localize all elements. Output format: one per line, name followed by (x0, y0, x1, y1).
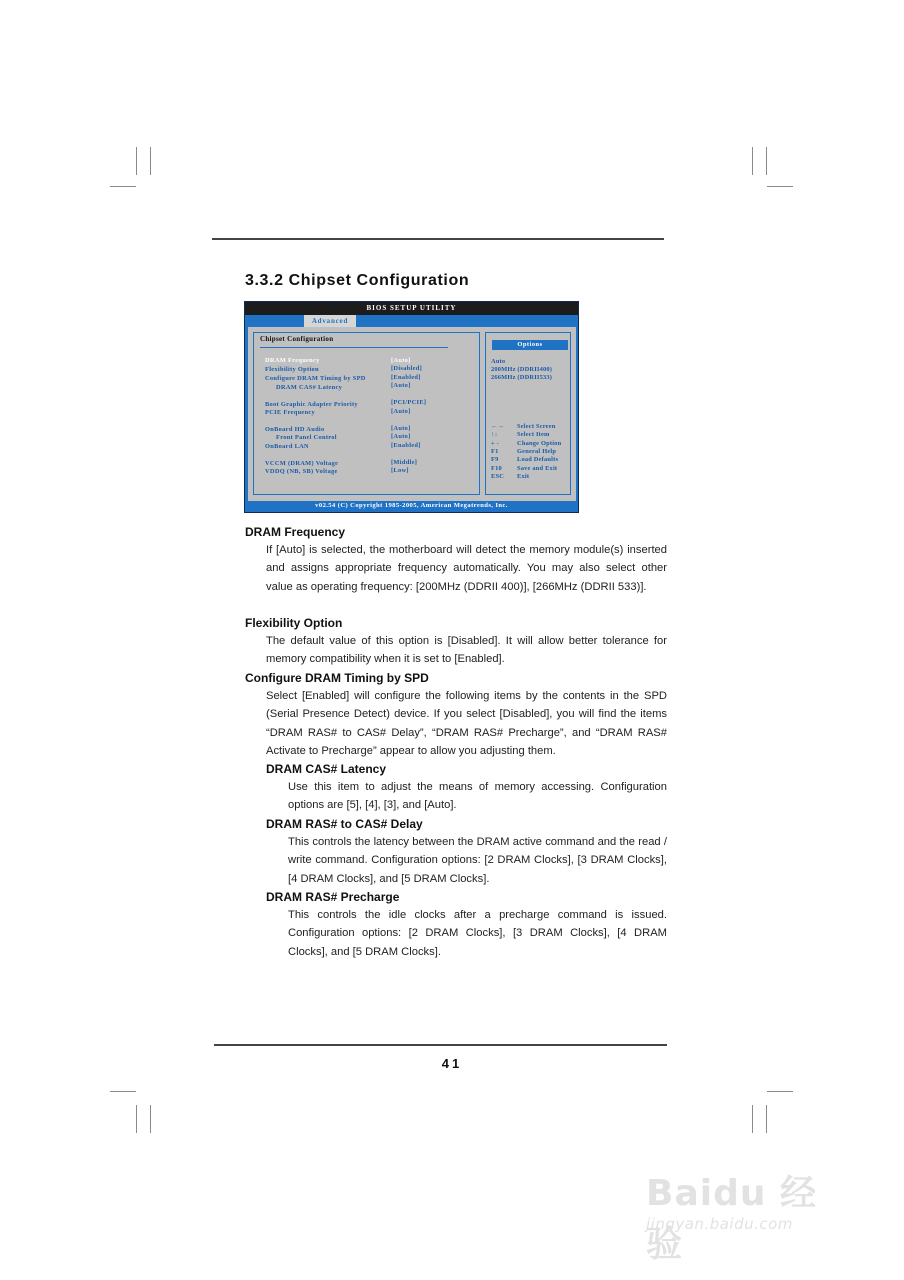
bios-setting-value[interactable]: [Auto] (391, 408, 411, 415)
watermark (646, 1145, 846, 1265)
text-configure-dram-timing: Select [Enabled] will configure the following items by the contents in the SPD (Serial Presence Detect) device. If you select [Disabled], you will find the items “DRAM RAS# to CAS# Delay”, “DRAM RAS# Precharge”, and “DRAM RAS# Activate to Precharge” appear to allow you adjusting them. (266, 690, 667, 757)
help-key: F9 (491, 456, 499, 463)
bios-header: BIOS SETUP UTILITY (245, 302, 578, 315)
section-title: 3.3.2 Chipset Configuration (245, 272, 470, 289)
crop-mark (136, 147, 137, 175)
text-dram-cas-latency: Use this item to adjust the means of memory accessing. Configuration options are [5], [4], [3], and [Auto]. (288, 781, 667, 812)
heading-ras-to-cas-delay: DRAM RAS# to CAS# Delay (266, 817, 423, 831)
crop-mark (766, 147, 767, 175)
bios-setting-value[interactable]: [Middle] (391, 459, 418, 466)
crop-mark (136, 1105, 137, 1133)
bios-setting-value[interactable]: [Low] (391, 467, 409, 474)
help-desc: Exit (517, 473, 530, 480)
page-number: 41 (441, 1056, 463, 1071)
help-desc: Save and Exit (517, 465, 558, 472)
bios-setting-label[interactable]: VCCM (DRAM) Voltage (265, 460, 339, 467)
crop-mark (767, 1091, 793, 1092)
tab-advanced[interactable]: Advanced (304, 315, 356, 327)
option-item: 200MHz (DDRII400) (491, 366, 553, 373)
help-desc: Load Defaults (517, 456, 559, 463)
bios-help-panel (485, 332, 571, 495)
bios-setting-label[interactable]: Boot Graphic Adapter Priority (265, 401, 358, 408)
crop-mark (150, 147, 151, 175)
text-dram-frequency: If [Auto] is selected, the motherboard will detect the memory module(s) inserted and assigns appropriate frequency automatically. You may also select other value as operating frequency: [200MHz (DDRII 400)], [266MHz (DDRII 533)]. (266, 544, 667, 593)
help-key: ←→ (491, 423, 505, 430)
bios-setting-label[interactable]: Flexibility Option (265, 366, 319, 373)
help-desc: Select Item (517, 431, 550, 438)
bios-setting-value[interactable]: [Auto] (391, 425, 411, 432)
bios-setting-label[interactable]: DRAM CAS# Latency (276, 384, 343, 391)
bios-screen-title: Chipset Configuration (260, 335, 334, 343)
crop-mark (767, 186, 793, 187)
option-item: Auto (491, 358, 506, 365)
bios-setting-value[interactable]: [Enabled] (391, 442, 421, 449)
bios-setting-value[interactable]: [PCI/PCIE] (391, 399, 427, 406)
top-rule (212, 238, 664, 240)
help-desc: Change Option (517, 440, 562, 447)
bios-setting-value[interactable]: [Auto] (391, 382, 411, 389)
help-key: ESC (491, 473, 505, 480)
help-key: ↑↓ (491, 431, 498, 438)
bios-setting-label[interactable]: OnBoard LAN (265, 443, 309, 450)
options-header: Options (492, 340, 568, 350)
bios-setting-label[interactable]: VDDQ (NB, SB) Voltage (265, 468, 338, 475)
bios-setting-value[interactable]: [Enabled] (391, 374, 421, 381)
help-key: F10 (491, 465, 502, 472)
bios-setting-label[interactable]: PCIE Frequency (265, 409, 316, 416)
help-desc: General Help (517, 448, 557, 455)
heading-configure-dram-timing: Configure DRAM Timing by SPD (245, 671, 429, 685)
crop-mark (150, 1105, 151, 1133)
bios-setting-label[interactable]: OnBoard HD Audio (265, 426, 325, 433)
option-item: 266MHz (DDRII533) (491, 374, 553, 381)
bios-screenshot (244, 301, 579, 513)
bios-setting-value[interactable]: [Auto] (391, 433, 411, 440)
crop-mark (752, 1105, 753, 1133)
help-desc: Select Screen (517, 423, 556, 430)
text-ras-to-cas-delay: This controls the latency between the DRAM active command and the read / write command. Configuration options: [2 DRAM Clocks], [3 DRAM Clocks], [4 DRAM Clocks], and [5 DRAM Clocks]. (288, 836, 667, 885)
bios-main-area (248, 327, 576, 501)
text-ras-precharge: This controls the idle clocks after a precharge command is issued. Configuration options: [2 DRAM Clocks], [3 DRAM Clocks], [4 DRAM Clocks], and [5 DRAM Clocks]. (288, 909, 667, 958)
heading-ras-precharge: DRAM RAS# Precharge (266, 890, 400, 904)
watermark-logo: Baidu 经验 (646, 1173, 818, 1265)
bios-setting-label[interactable]: Front Panel Control (276, 434, 337, 441)
crop-mark (110, 186, 136, 187)
help-key: + - (491, 440, 499, 447)
bios-copyright: v02.54 (C) Copyright 1985-2005, American Megatrends, Inc. (315, 502, 508, 509)
heading-dram-cas-latency: DRAM CAS# Latency (266, 762, 387, 776)
bios-setting-value[interactable]: [Disabled] (391, 365, 423, 372)
crop-mark (110, 1091, 136, 1092)
bios-setting-value[interactable]: [Auto] (391, 357, 411, 364)
heading-flexibility-option: Flexibility Option (245, 616, 343, 630)
bios-setting-label[interactable]: DRAM Frequency (265, 357, 320, 364)
crop-mark (766, 1105, 767, 1133)
text-flexibility-option: The default value of this option is [Disabled]. It will allow better tolerance for memory compatibility when it is set to [Enabled]. (266, 635, 667, 666)
divider (260, 347, 448, 348)
heading-dram-frequency: DRAM Frequency (245, 525, 346, 539)
help-key: F1 (491, 448, 499, 455)
watermark-url: jingyan.baidu.com (646, 1215, 793, 1233)
bios-setting-label[interactable]: Configure DRAM Timing by SPD (265, 375, 366, 382)
bottom-rule (214, 1044, 667, 1046)
crop-mark (752, 147, 753, 175)
